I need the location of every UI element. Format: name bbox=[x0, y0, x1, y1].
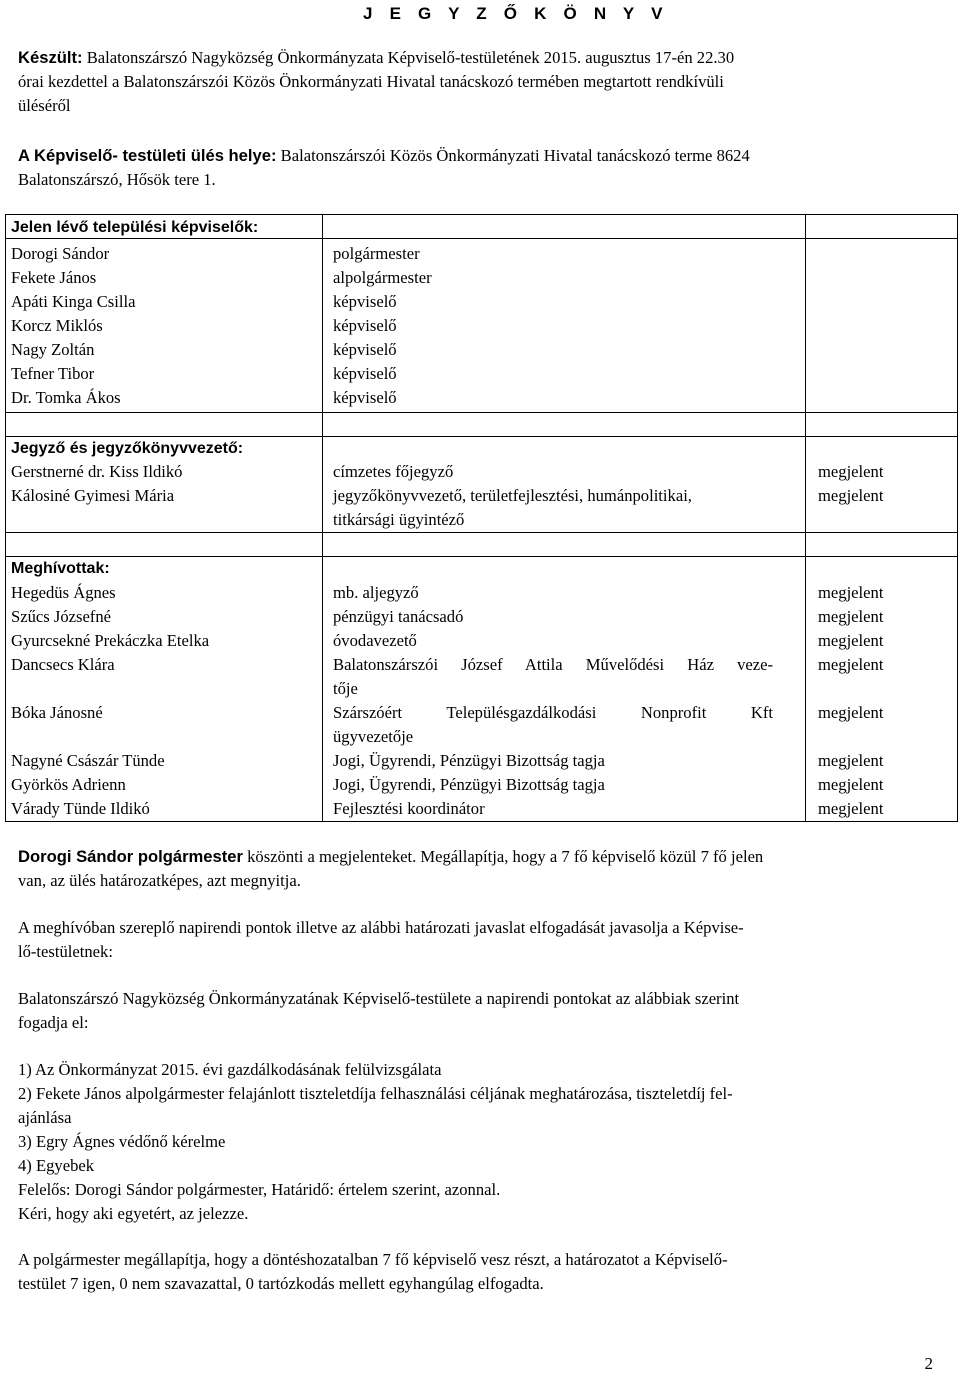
member-role: képviselő bbox=[333, 316, 397, 335]
agenda-item: 3) Egry Ágnes védőnő kérelme bbox=[18, 1132, 226, 1151]
proposal-paragraph bbox=[18, 916, 923, 964]
invited-role-continued: tője bbox=[333, 679, 358, 698]
invited-status: megjelent bbox=[818, 655, 884, 674]
agenda-list bbox=[18, 1058, 923, 1226]
member-role: képviselő bbox=[333, 388, 397, 407]
proposal-line-1: A meghívóban szereplő napirendi pontok illetve az alábbi határozati javaslat elfogadását javasolja a Képvise- bbox=[18, 918, 744, 937]
agenda-item-continued: ajánlása bbox=[18, 1108, 72, 1127]
member-name: Korcz Miklós bbox=[11, 316, 103, 335]
greeting-line-1: köszönti a megjelenteket. Megállapítja, hogy a 7 fő képviselő közül 7 fő jelen bbox=[242, 847, 764, 866]
invited-role: Jogi, Ügyrendi, Pénzügyi Bizottság tagja bbox=[333, 751, 605, 770]
members-header: Jelen lévő települési képviselők: bbox=[11, 219, 259, 236]
intro-label: Készült: bbox=[18, 48, 83, 67]
invited-name: Nagyné Császár Tünde bbox=[11, 751, 165, 770]
notary-header: Jegyző és jegyzőkönyvvezető: bbox=[11, 440, 244, 457]
intro-line-2: órai kezdettel a Balatonszárszói Közös Önkormányzati Hivatal tanácskozó termében megtartott rendkívüli bbox=[18, 72, 724, 91]
invited-role: Balatonszárszói József Attila Művelődési Ház veze- bbox=[333, 655, 773, 674]
result-line-2: testület 7 igen, 0 nem szavazattal, 0 tartózkodás mellett egyhangúlag elfogadta. bbox=[18, 1274, 544, 1293]
resolution-line-2: fogadja el: bbox=[18, 1013, 89, 1032]
notary-role: címzetes főjegyző bbox=[333, 462, 454, 481]
resolution-paragraph bbox=[18, 987, 923, 1035]
invited-role-continued: ügyvezetője bbox=[333, 727, 414, 746]
invited-role: pénzügyi tanácsadó bbox=[333, 607, 464, 626]
invited-role: Szárszóért Településgazdálkodási Nonprofit Kft bbox=[333, 703, 773, 722]
intro-line-1: Balatonszárszó Nagyközség Önkormányzata Képviselő-testületének 2015. augusztus 17-én 22.30 bbox=[86, 48, 735, 67]
invited-name: Bóka Jánosné bbox=[11, 703, 103, 722]
member-role: képviselő bbox=[333, 340, 397, 359]
venue-label: A Képviselő- testületi ülés helye: bbox=[18, 146, 277, 165]
vote-request-line: Kéri, hogy aki egyetért, az jelezze. bbox=[18, 1204, 249, 1223]
member-name: Apáti Kinga Csilla bbox=[11, 292, 136, 311]
venue-paragraph bbox=[18, 144, 923, 192]
member-name: Fekete János bbox=[11, 268, 97, 287]
notary-role: jegyzőkönyvvezető, területfejlesztési, humánpolitikai, bbox=[333, 486, 692, 505]
member-name: Dr. Tomka Ákos bbox=[11, 388, 121, 407]
member-role: alpolgármester bbox=[333, 268, 432, 287]
notary-role-continued: titkársági ügyintéző bbox=[333, 510, 465, 529]
greeting-line-2: van, az ülés határozatképes, azt megnyitja. bbox=[18, 871, 301, 890]
invited-name: Várady Tünde Ildikó bbox=[11, 799, 150, 818]
invited-header: Meghívottak: bbox=[11, 560, 110, 577]
invited-status: megjelent bbox=[818, 775, 884, 794]
venue-line-1: Balatonszárszói Közös Önkormányzati Hivatal tanácskozó terme 8624 bbox=[280, 146, 750, 165]
resolution-line-1: Balatonszárszó Nagyközség Önkormányzatának Képviselő-testülete a napirendi pontokat az alábbiak szerint bbox=[18, 989, 740, 1008]
invited-status: megjelent bbox=[818, 583, 884, 602]
invited-status: megjelent bbox=[818, 751, 884, 770]
invited-name: Szűcs Józsefné bbox=[11, 607, 111, 626]
notary-status: megjelent bbox=[818, 462, 884, 481]
document-title: J E G Y Z Ő K Ö N Y V bbox=[363, 4, 669, 23]
invited-name: Györkös Adrienn bbox=[11, 775, 126, 794]
page-number: 2 bbox=[924, 1354, 933, 1373]
invited-status: megjelent bbox=[818, 607, 884, 626]
intro-line-3: üléséről bbox=[18, 96, 71, 115]
member-role: képviselő bbox=[333, 292, 397, 311]
responsible-line: Felelős: Dorogi Sándor polgármester, Határidő: értelem szerint, azonnal. bbox=[18, 1180, 501, 1199]
venue-line-2: Balatonszárszó, Hősök tere 1. bbox=[18, 170, 216, 189]
proposal-line-2: lő-testületnek: bbox=[18, 942, 113, 961]
member-role: polgármester bbox=[333, 244, 420, 263]
invited-role: Fejlesztési koordinátor bbox=[333, 799, 485, 818]
invited-status: megjelent bbox=[818, 703, 884, 722]
intro-paragraph bbox=[18, 46, 923, 118]
agenda-item: 2) Fekete János alpolgármester felajánlott tiszteletdíja felhasználási céljának meghatározása, tiszteletdíj fel- bbox=[18, 1084, 733, 1103]
notary-status: megjelent bbox=[818, 486, 884, 505]
invited-name: Gyurcsekné Prekáczka Etelka bbox=[11, 631, 210, 650]
member-name: Dorogi Sándor bbox=[11, 244, 110, 263]
result-line-1: A polgármester megállapítja, hogy a döntéshozatalban 7 fő képviselő vesz részt, a határozatot a Képviselő- bbox=[18, 1250, 728, 1269]
invited-status: megjelent bbox=[818, 799, 884, 818]
invited-name: Hegedüs Ágnes bbox=[11, 583, 116, 602]
attendance-table bbox=[5, 214, 958, 822]
greeting-speaker: Dorogi Sándor polgármester bbox=[18, 847, 243, 866]
notary-name: Kálosiné Gyimesi Mária bbox=[11, 486, 175, 505]
member-name: Nagy Zoltán bbox=[11, 340, 95, 359]
member-role: képviselő bbox=[333, 364, 397, 383]
invited-role: mb. aljegyző bbox=[333, 583, 419, 602]
notary-name: Gerstnerné dr. Kiss Ildikó bbox=[11, 462, 183, 481]
invited-name: Dancsecs Klára bbox=[11, 655, 115, 674]
agenda-item: 1) Az Önkormányzat 2015. évi gazdálkodásának felülvizsgálata bbox=[18, 1060, 442, 1079]
invited-status: megjelent bbox=[818, 631, 884, 650]
member-name: Tefner Tibor bbox=[11, 364, 95, 383]
invited-role: óvodavezető bbox=[333, 631, 417, 650]
agenda-item: 4) Egyebek bbox=[18, 1156, 95, 1175]
invited-role: Jogi, Ügyrendi, Pénzügyi Bizottság tagja bbox=[333, 775, 605, 794]
greeting-paragraph bbox=[18, 845, 923, 893]
result-paragraph bbox=[18, 1248, 923, 1296]
